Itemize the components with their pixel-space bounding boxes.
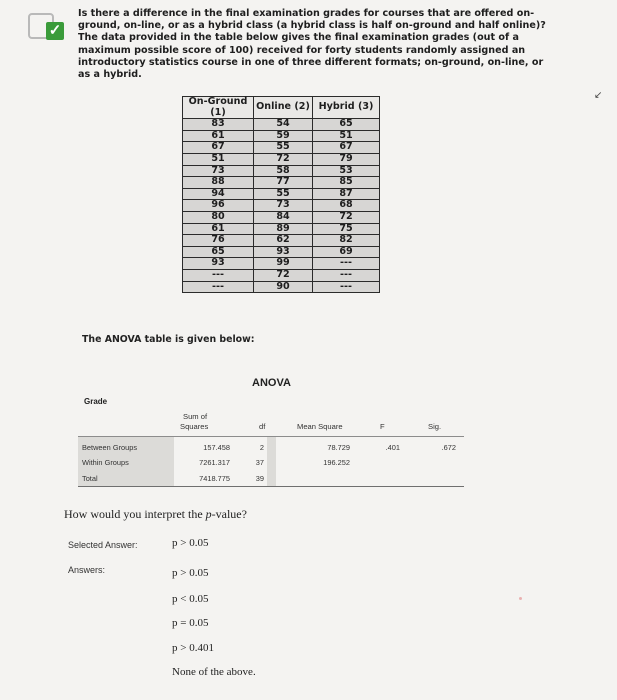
- answer-option: p = 0.05: [172, 617, 209, 629]
- correct-badge: [28, 13, 68, 45]
- dependent-variable: Grade: [84, 397, 108, 406]
- table-row: [183, 188, 380, 200]
- answer-option: None of the above.: [172, 666, 256, 678]
- row-label-total: Total: [82, 474, 98, 483]
- ms-within: 196.252: [323, 458, 350, 467]
- ms-between: 78.729: [327, 443, 350, 452]
- anova-intro: The ANOVA table is given below:: [82, 334, 255, 345]
- grade-cell: 76: [183, 235, 254, 247]
- grade-cell: 68: [313, 200, 380, 212]
- check-icon: ✓: [46, 22, 64, 40]
- df-shade: [267, 437, 276, 486]
- table-row: [183, 142, 380, 154]
- table-row: [183, 258, 380, 270]
- header-mean-square: Mean Square: [297, 422, 343, 431]
- grade-cell: 96: [183, 200, 254, 212]
- grade-cell: 75: [313, 223, 380, 235]
- grade-cell: 77: [254, 177, 313, 189]
- grade-cell: 73: [183, 165, 254, 177]
- answer-option: p > 0.401: [172, 642, 214, 654]
- table-row: [183, 269, 380, 281]
- grade-cell: 59: [254, 130, 313, 142]
- grade-cell: 80: [183, 211, 254, 223]
- grade-cell: 90: [254, 281, 313, 293]
- selected-answer: p > 0.05: [172, 537, 209, 549]
- grades-table: [182, 96, 380, 293]
- grade-cell: 67: [313, 142, 380, 154]
- grade-cell: 88: [183, 177, 254, 189]
- ss-total: 7418.775: [199, 474, 230, 483]
- grade-cell: 83: [183, 119, 254, 131]
- header-df: df: [259, 422, 266, 431]
- grade-cell: ---: [183, 269, 254, 281]
- grade-cell: 93: [183, 258, 254, 270]
- grade-cell: 65: [313, 119, 380, 131]
- grade-cell: 55: [254, 142, 313, 154]
- grade-cell: 65: [183, 246, 254, 258]
- df-between: 2: [259, 443, 264, 452]
- arrow-icon: ↙: [594, 90, 603, 101]
- grade-cell: 99: [254, 258, 313, 270]
- table-row: [183, 211, 380, 223]
- table-row: [183, 165, 380, 177]
- grade-cell: 72: [313, 211, 380, 223]
- table-row: [183, 130, 380, 142]
- header-sum-of: Sum of: [183, 412, 208, 421]
- df-within: 37: [255, 458, 264, 467]
- answers-label: Answers:: [68, 565, 106, 575]
- table-row: [183, 177, 380, 189]
- grade-cell: 54: [254, 119, 313, 131]
- ss-within: 7261.317: [199, 458, 230, 467]
- sig-between: .672: [441, 443, 456, 452]
- table-rule-bottom: [78, 486, 464, 487]
- grade-cell: 62: [254, 235, 313, 247]
- table-row: [183, 235, 380, 247]
- grade-cell: 53: [313, 165, 380, 177]
- answer-option: p > 0.05: [172, 567, 209, 579]
- grade-cell: ---: [313, 269, 380, 281]
- table-row: [183, 200, 380, 212]
- grade-cell: 93: [254, 246, 313, 258]
- table-row: [183, 281, 380, 293]
- grade-cell: 79: [313, 153, 380, 165]
- answer-option: p < 0.05: [172, 593, 209, 605]
- prompt-text: How would you interpret the p-value?: [64, 507, 247, 521]
- header-hybrid: Hybrid (3): [313, 97, 380, 119]
- grade-cell: 51: [313, 130, 380, 142]
- header-f: F: [380, 422, 385, 431]
- header-sig: Sig.: [428, 422, 442, 431]
- stray-mark: [519, 597, 522, 600]
- anova-title: ANOVA: [252, 377, 291, 389]
- grade-cell: 85: [313, 177, 380, 189]
- ss-between: 157.458: [203, 443, 230, 452]
- df-total: 39: [255, 474, 264, 483]
- grade-cell: 72: [254, 269, 313, 281]
- header-on-ground: On-Ground (1): [183, 97, 254, 119]
- table-row: [183, 153, 380, 165]
- grade-cell: 89: [254, 223, 313, 235]
- grade-cell: 87: [313, 188, 380, 200]
- grade-cell: 61: [183, 130, 254, 142]
- grade-cell: ---: [313, 281, 380, 293]
- grade-cell: ---: [313, 258, 380, 270]
- grade-cell: 61: [183, 223, 254, 235]
- header-squares: Squares: [180, 422, 209, 431]
- table-row: [183, 223, 380, 235]
- grade-cell: 72: [254, 153, 313, 165]
- grade-cell: 51: [183, 153, 254, 165]
- table-row: [183, 246, 380, 258]
- grade-cell: 94: [183, 188, 254, 200]
- grade-cell: 58: [254, 165, 313, 177]
- header-online: Online (2): [254, 97, 313, 119]
- grade-cell: 82: [313, 235, 380, 247]
- grade-cell: 73: [254, 200, 313, 212]
- selected-answer-label: Selected Answer:: [68, 540, 138, 550]
- table-row: [183, 119, 380, 131]
- question-text: Is there a difference in the final examination grades for courses that are offered on-ground, on-line, or as a hybrid class (a hybrid class is half on-ground and half online)? The data provided in the table below gives the final examination grades (out of a maximum possible score of 100) received for forty students randomly assigned an introductory statistics course in one of three different formats; on-ground, on-line, or as a hybrid.: [78, 8, 546, 81]
- grade-cell: 55: [254, 188, 313, 200]
- grade-cell: 69: [313, 246, 380, 258]
- grade-cell: 67: [183, 142, 254, 154]
- row-label-within: Within Groups: [82, 458, 129, 467]
- f-between: .401: [385, 443, 400, 452]
- grade-cell: ---: [183, 281, 254, 293]
- row-label-between: Between Groups: [82, 443, 138, 452]
- grade-cell: 84: [254, 211, 313, 223]
